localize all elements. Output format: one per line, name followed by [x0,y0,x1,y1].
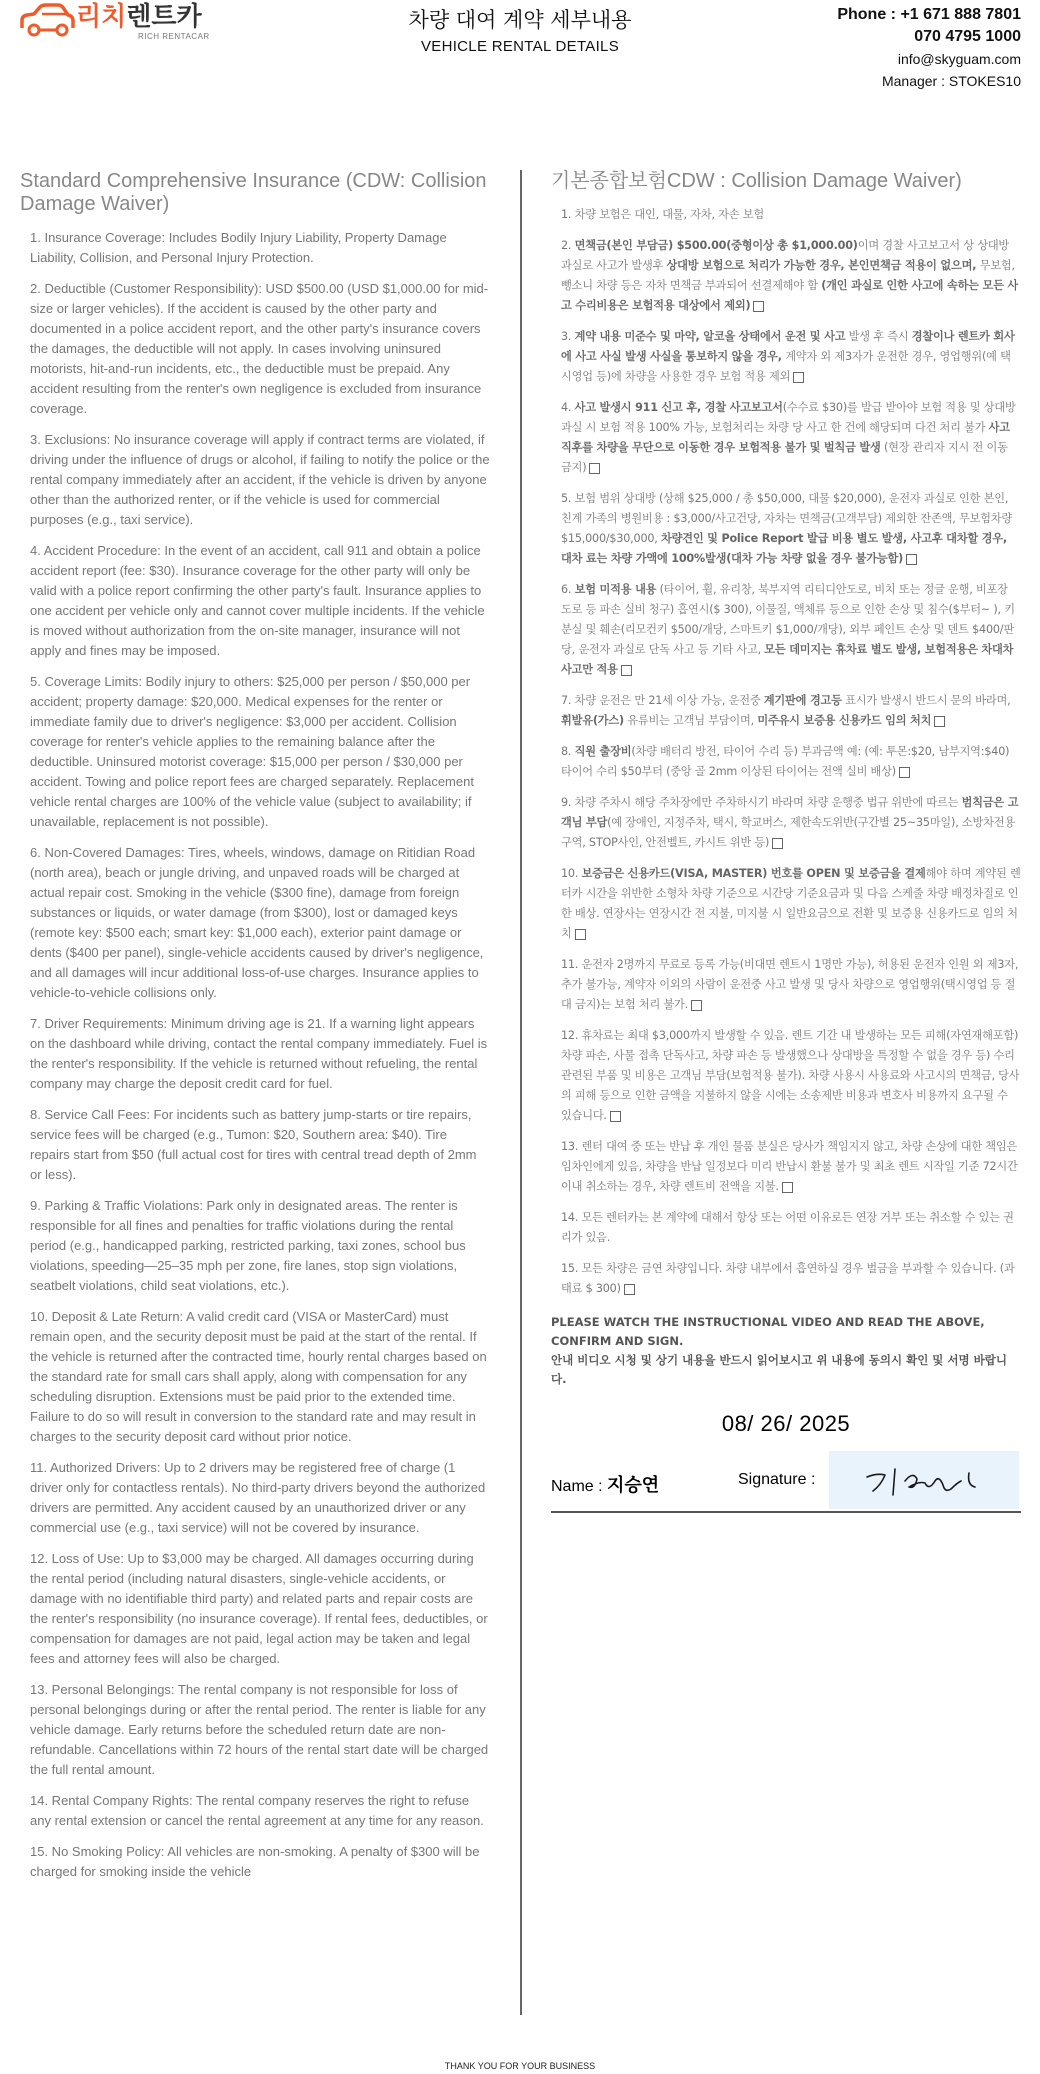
english-term-item: 12. Loss of Use: Up to $3,000 may be charged. All damages occurring during the rental period (including natural disasters, single-vehicle accidents, or damage with no identifiable third party) and related parts and repair costs are the renter's responsibility (no insurance coverage). If rental fees, deductibles, or compensation for damages are not paid, legal action may be taken and legal fees and attorney fees will also be charged. [30,1551,488,1666]
phone-secondary: 070 4795 1000 [914,28,1021,45]
english-term-item: 15. No Smoking Policy: All vehicles are non-smoking. A penalty of $300 will be charged for smoking inside the vehicle [30,1844,480,1879]
korean-term-text: 12. 휴차료는 최대 $3,000까지 발생할 수 있음. 렌트 기간 내 발생하는 모든 피해(자연재해포함) 차량 파손, 사물 접촉 단독사고, 차량 파손 등 발생했으나 상대방을 특정할 수 없을 경우 등) 수리 관련된 부품 및 비용은 고객님 부담(보험적용 불가). 차량 사용시 사용료와 사고시의 면책금, 당사의 피해 등으로 인한 금액을 지불하지 않을 시에는 소송제반 비용과 변호사 비용까지 요구될 수 있습니다. [561,1029,1020,1122]
korean-term-text: 해야 하며 계약된 렌터카 시간을 위반한 소형차 차량 기준으로 시간당 기준요금과 및 다음 스케줄 차량 배정차질로 인한 배상. 연장사는 연장시간 전 지불, 미지불 시 일반요금으로 전환 및 보증용 신용카드로 임의 처치 [561,867,1021,940]
agree-checkbox[interactable] [899,767,910,778]
signed-date: 08/ 26/ 2025 [721,1411,851,1436]
english-terms-list [20,228,490,1882]
agree-checkbox[interactable] [793,372,804,383]
name-label: Name : [551,1478,603,1495]
korean-term-text: 직원 출장비 [574,745,632,758]
manager: Manager : STOKES10 [881,73,1021,89]
name-field [551,1471,659,1497]
korean-term-item [561,793,1021,853]
korean-term-text: 발생 후 즉시 [845,330,912,343]
logo-english-text: RICH RENTACAR [138,32,210,41]
korean-term-text: 이며 경찰 사고보고서 상 상대방 과실로 사고가 발생후 [561,239,1010,272]
korean-term-text: 상대방 보험으로 처리가 가능한 경우, 본인면책금 적용이 없으며, [666,259,977,272]
footer-text: THANK YOU FOR YOUR BUSINESS [444,2061,596,2071]
handwritten-signature-icon [829,1451,1019,1509]
korean-term-item [561,691,1021,731]
korean-term-text: 계약자 외 제3자가 운전한 경우, 영업행위(예 택시영업 등)에 차량을 사용한 경우 보험 적용 제외 [561,350,1011,383]
korean-term-text: 11. 운전자 2명까지 무료로 등록 가능(비대면 렌트시 1명만 가능), 허용된 운전자 인원 외 제3자, 추가 불가능, 계약자 이외의 사람이 운전중 사고 발생 및 당사 차량으로 영업행위(택시영업 등 절대 금지)는 보험 처리 불가. [561,958,1019,1011]
korean-term-text: (차량 배터리 방전, 타이어 수리 등) 부과금액 예: (예: 투몬:$20, 남부지역:$40) 타이어 수리 $50부터 (중앙 골 2mm 이상된 타이어는 전액 실비 배상) [561,745,1010,778]
agree-checkbox[interactable] [624,1284,635,1295]
korean-term-text: (수수료 $30)를 발급 받아야 보험 적용 및 상대방 과실 시 보험 적용 100% 가능, 보험처리는 차량 당 사고 한 건에 해당되며 다건 처리 불가 [561,401,1016,434]
korean-term-text: 6. [561,583,575,596]
agree-checkbox[interactable] [610,1111,621,1122]
english-term-item: 7. Driver Requirements: Minimum driving age is 21. If a warning light appears on the dashboard while driving, contact the rental company immediately. Fuel is the renter's responsibility. If the vehicle is returned without refueling, the rental company may charge the deposit credit card for fuel. [30,1016,488,1091]
korean-term-text: 계기판에 경고등 [763,694,842,707]
signature-label: Signature : [738,1471,816,1488]
signature-row [551,1451,1021,1513]
korean-terms [551,170,1021,1513]
korean-term-text: 3. [561,330,575,343]
korean-term-item [561,864,1021,944]
header [0,0,1040,100]
korean-term-text: 휘발유(가스) [561,714,624,727]
korean-term-item [561,1137,1021,1197]
korean-term-item [561,742,1021,782]
korean-term-text: (타이어, 휠, 유리창, 북부지역 리티디안도로, 비치 또는 정글 운행, 비포장 도로 등 파손 실비 청구) 흡연시($ 300), 이물질, 액체류 등으로 인한 손상 및 침수($부터~ ), 키 분실 및 훼손(리모컨키 $500/개당, 스마트키 $1,000/개당), 외부 페인트 손상 및 덴트 $400/판당, 운전자 과실로 단독 사고 등 기타 사고, [561,583,1015,656]
korean-term-text: (예 장애인, 지정주차, 택시, 학교버스, 제한속도위반(구간별 25~35마일), 소방차전용 구역, STOP사인, 안전벨트, 카시트 위반 등) [561,816,1015,849]
english-term-item: 3. Exclusions: No insurance coverage will apply if contract terms are violated, if driving under the influence of drugs or alcohol, if failing to notify the police or the rental company immediately after an accident, if the vehicle is driven by anyone other than the authorized renter, or if the vehicle is used for commercial purposes (e.g., taxi service). [30,432,490,527]
korean-term-text: 계약 내용 미준수 및 마약, 알코올 상태에서 운전 및 사고 [574,330,846,343]
agree-checkbox[interactable] [589,463,600,474]
notice-english: PLEASE WATCH THE INSTRUCTIONAL VIDEO AND READ THE ABOVE, CONFIRM AND SIGN. [551,1315,985,1348]
agree-checkbox[interactable] [691,1000,702,1011]
signature-box[interactable] [829,1451,1019,1509]
english-term-item: 9. Parking & Traffic Violations: Park only in designated areas. The renter is responsible for all fines and penalties for traffic violations during the rental period (e.g., handicapped parking, restricted parking, taxi zones, school bus violations, speeding—25–35 mph per zone, fire lanes, stop sign violations, seatbelt violations, child seat violations, etc.). [30,1198,466,1293]
korean-term-item [561,327,1021,387]
english-term-item: 6. Non-Covered Damages: Tires, wheels, windows, damage on Ritidian Road (north area), beach or jungle driving, and unpaved roads will be charged at actual repair cost. Smoking in the vehicle ($300 fine), damage from foreign substances or liquids, or water damage (from $300), lost or damaged keys (remote key: $500 each; smart key: $1,000 each), exterior paint damage or dents ($400 per panel), single-vehicle accidents caused by driver's negligence, and all damages will incur additional loss-of-use charges. Insurance applies to vehicle-to-vehicle collisions only. [30,845,484,1000]
korean-term-text: 유류비는 고객님 부담이며, [623,714,758,727]
agree-checkbox[interactable] [753,301,764,312]
korean-term-text: (현장 관리자 지시 전 이동 금지) [561,441,1008,474]
english-term-item: 8. Service Call Fees: For incidents such as battery jump-starts or tire repairs, service fees will be charged (e.g., Tumon: $20, Southern area: $40). Tire repairs start from $50 (full actual cost for tires with central tread depth of 2mm or less). [30,1107,477,1182]
korean-term-item [561,1259,1021,1299]
email: info@skyguam.com [897,51,1021,67]
korean-term-item [561,489,1021,569]
contact-info [837,4,1021,92]
agree-checkbox[interactable] [906,554,917,565]
korean-term-text: 5. 보험 범위 상대방 (상해 $25,000 / 총 $50,000, 대물 $20,000), 운전자 과실로 인한 본인, 친계 가족의 병원비용 : $3,000/사고건당, 자차는 면책금(고객부담) 제외한 잔존액, 무보험차량 $15,000/$30,000, [561,492,1012,545]
korean-term-text: 범칙금은 고객님 부담 [561,796,1019,829]
korean-terms-list [551,205,1021,1299]
korean-term-text: 면책금(본인 부담금) $500.00(중형이상 총 $1,000.00) [574,239,858,252]
korean-term-text: 사고 발생시 911 신고 후, 경찰 사고보고서 [574,401,783,414]
korean-term-item [561,1026,1021,1126]
signer-name: 지승연 [607,1475,660,1496]
korean-term-text: 표시가 발생시 반드시 문의 바라며, [841,694,1011,707]
korean-term-text: 15. 모든 차량은 금연 차량입니다. 차량 내부에서 흡연하실 경우 벌금을 부과할 수 있습니다. (과태료 $ 300) [561,1262,1015,1295]
column-divider [520,170,522,2015]
korean-term-item [561,236,1021,316]
korean-term-text: 2. [561,239,575,252]
instruction-notice [551,1313,1021,1389]
korean-term-text: 차량견인 및 Police Report 발급 비용 별도 발생, 사고후 대차할 경우, 대차 료는 차량 가액에 100%발생(대차 가능 차량 없을 경우 불가능함) [561,532,1007,565]
korean-term-text: 보험 미적용 내용 [574,583,657,596]
english-term-item: 11. Authorized Drivers: Up to 2 drivers may be registered free of charge (1 driver only for contactless rentals). No third-party drivers beyond the authorized drivers are permitted. Any accident caused by an unauthorized driver or any commercial use (e.g., taxi service) will not be covered by insurance. [30,1460,486,1535]
agree-checkbox[interactable] [772,838,783,849]
agree-checkbox[interactable] [575,929,586,940]
korean-term-text: 8. [561,745,575,758]
korean-term-text: 14. 모든 렌터카는 본 계약에 대해서 항상 또는 어떤 이유로든 연장 거부 또는 취소할 수 있는 권리가 있음. [561,1211,1014,1244]
korean-term-text: 모든 데미지는 휴차료 별도 발생, 보험적용은 차대차 사고만 적용 [561,643,1014,676]
english-term-item: 2. Deductible (Customer Responsibility): USD $500.00 (USD $1,000.00 for mid-size or larger vehicles). If the accident is caused by the other party and documented in a police accident report, and the other party's insurance covers the damages, the deductible will not apply. In cases involving uninsured motorists, hit-and-run incidents, etc., the deductible must be prepaid. Any accident resulting from the renter's own negligence is excluded from insurance coverage. [30,281,489,416]
korean-term-text: 7. 차량 운전은 만 21세 이상 가능, 운전중 [561,694,764,707]
page-title-english: VEHICLE RENTAL DETAILS [420,38,620,55]
korean-term-text: 사고 직후를 차량을 무단으로 이동한 경우 보험적용 불가 및 벌칙금 발생 [561,421,1010,454]
korean-term-text: (개인 과실로 인한 사고에 속하는 모든 사고 수리비용은 보험적용 대상에서 제외) [561,279,1019,312]
english-term-item: 10. Deposit & Late Return: A valid credit card (VISA or MasterCard) must remain open, and the security deposit must be paid at the start of the rental. If the vehicle is returned after the contracted time, hourly rental charges based on the standard rate for small cars shall apply, along with compensation for any scheduling disruption. Extensions must be paid prior to the extended time. Failure to do so will result in conversion to the standard rate and may result in charges to the security deposit card without prior notice. [30,1309,487,1444]
korean-term-text: 보증금은 신용카드(VISA, MASTER) 번호를 OPEN 및 보증금을 결제 [581,867,926,880]
english-term-item: 13. Personal Belongings: The rental company is not responsible for loss of personal belongings during or after the rental period. The renter is liable for any vehicle damage. Early returns before the scheduled return date are non-refundable. Cancellations within 72 hours of the rental start date will be charged the full rental amount. [30,1682,489,1777]
korean-term-text: 4. [561,401,575,414]
korean-term-text: 미주유시 보증용 신용카드 임의 처치 [757,714,932,727]
english-terms [20,170,490,1893]
korean-term-text: 9. 차량 주차시 해당 주차장에만 주차하시기 바라며 차량 운행중 법규 위반에 따르는 [561,796,962,809]
korean-term-item [561,1208,1021,1248]
korean-term-item [561,398,1021,478]
english-term-item: 4. Accident Procedure: In the event of an accident, call 911 and obtain a police accident report (fee: $30). Insurance coverage for the other party will only be valid with a police report confirming the other party's fault. Insurance applies to one accident per vehicle only and cannot cover multiple incidents. If the vehicle is moved without authorization from the on-site manager, insurance will not apply and fines may be imposed. [30,543,485,658]
notice-korean: 안내 비디오 시청 및 상기 내용을 반드시 읽어보시고 위 내용에 동의시 확인 및 서명 바랍니다. [551,1353,1007,1386]
english-terms-title: Standard Comprehensive Insurance (CDW: Collision Damage Waiver) [20,170,487,215]
agree-checkbox[interactable] [621,665,632,676]
agree-checkbox[interactable] [782,1182,793,1193]
logo-korean-text: 리치렌트카 [76,2,202,32]
korean-term-text: 10. [561,867,582,880]
english-term-item: 5. Coverage Limits: Bodily injury to others: $25,000 per person / $50,000 per accident; property damage: $20,000. Medical expenses for the renter or immediate family due to driver's negligence: $3,000 per accident. Collision coverage for renter's vehicle applies to the remaining balance after the deductible. Uninsured motorist coverage: $15,000 per person / $30,000 per accident. Towing and police report fees are charged separately. Replacement vehicle rental charges are 100% of the vehicle value (subject to availability; if unavailable, replacement is not possible). [30,674,474,829]
korean-term-item [561,580,1021,680]
korean-term-text: 무보험, 뺑소니 차량 등은 자차 면책금 부과되어 선결제해야 함 [561,259,1015,292]
english-term-item: 14. Rental Company Rights: The rental company reserves the right to refuse any rental extension or cancel the rental agreement at any time for any reason. [30,1793,484,1828]
english-term-item: 1. Insurance Coverage: Includes Bodily Injury Liability, Property Damage Liability, Collision, and Personal Injury Protection. [30,230,447,265]
korean-term-item [561,205,1021,225]
phone: Phone : +1 671 888 7801 [837,6,1021,23]
korean-terms-title: 기본종합보험CDW : Collision Damage Waiver) [551,170,962,192]
agree-checkbox[interactable] [934,716,945,727]
korean-term-text: 13. 렌터 대여 중 또는 반납 후 개인 물품 분실은 당사가 책임지지 않고, 차량 손상에 대한 책임은 임차인에게 있음, 차량을 반납 일정보다 미리 반납시 환불 불가 및 최초 렌트 시작일 기준 72시간 이내 취소하는 경우, 차량 렌트비 전액을 지불. [561,1140,1018,1193]
korean-term-text: 경찰이나 렌트카 회사에 사고 사실 발생 사실을 통보하지 않을 경우, [561,330,1015,363]
korean-term-item [561,955,1021,1015]
korean-term-text: 1. 차량 보험은 대인, 대물, 자차, 자손 보험 [561,208,764,221]
page-title-korean: 차량 대여 계약 세부내용 [408,8,632,32]
